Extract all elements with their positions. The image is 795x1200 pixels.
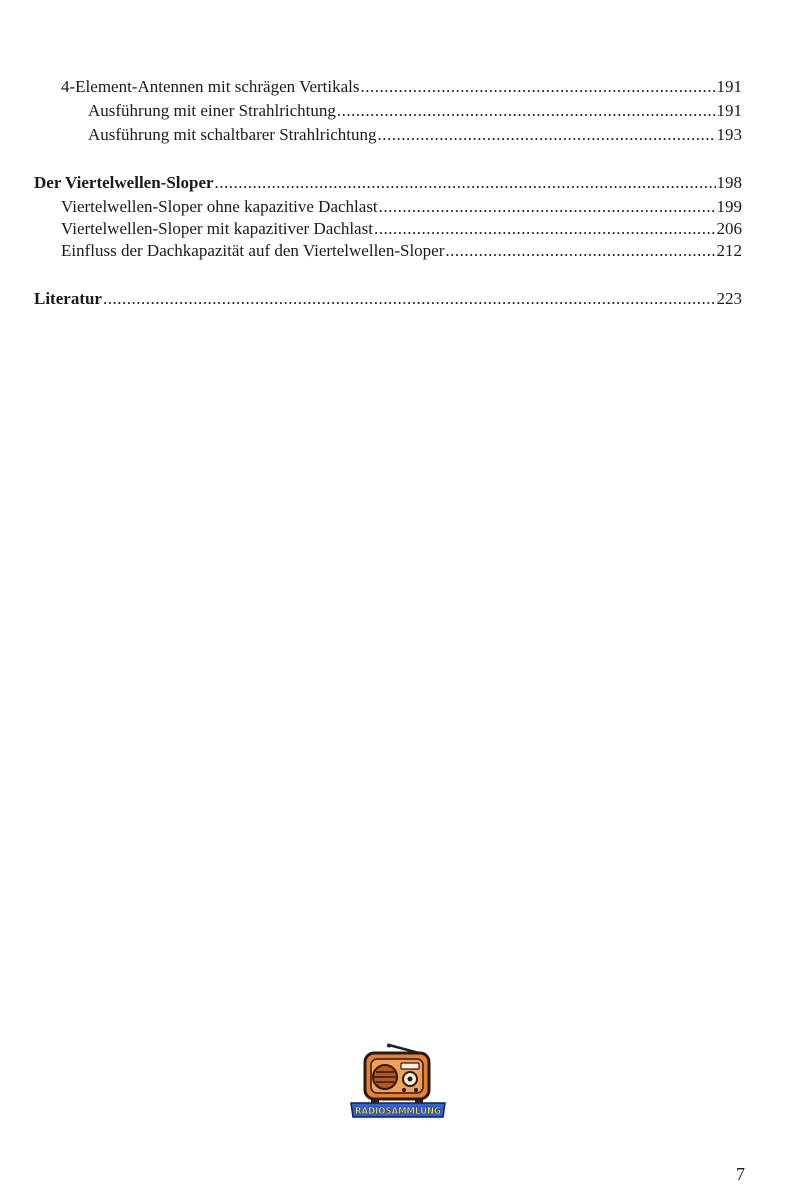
toc-section-entry[interactable] [34,288,742,310]
toc-entry-page: 212 [716,241,742,260]
toc-leader-dots [379,196,716,218]
radiosammlung-logo [349,1043,447,1119]
toc-entry[interactable] [88,100,742,122]
toc-entry[interactable] [61,196,742,218]
toc-entry-title: Literatur [34,289,102,308]
toc-entry-page: 223 [716,289,742,308]
toc-entry-page: 206 [716,219,742,238]
toc-entry-page: 191 [716,101,742,120]
toc-entry[interactable] [88,124,742,146]
toc-entry-title: Einfluss der Dachkapazität auf den Viertelwellen-Sloper [61,241,445,260]
radio-icon [349,1043,447,1119]
toc-entry-page: 191 [716,77,742,96]
toc-section-entry[interactable] [34,172,742,194]
logo-text: RADIOSAMMLUNG [355,1106,441,1117]
toc-leader-dots [377,124,715,146]
toc-entry[interactable] [61,76,742,98]
toc-leader-dots [215,172,716,194]
toc-entry-title: 4-Element-Antennen mit schrägen Vertikals [61,77,360,96]
toc-entry[interactable] [61,218,742,240]
toc-entry[interactable] [61,240,742,262]
toc-leader-dots [103,288,716,310]
page-number: 7 [736,1164,745,1184]
toc-leader-dots [374,218,716,240]
toc-leader-dots [361,76,716,98]
toc-entry-page: 199 [716,197,742,216]
toc-entry-title: Viertelwellen-Sloper mit kapazitiver Dachlast [61,219,373,238]
toc-entry-page: 193 [716,125,742,144]
toc-leader-dots [337,100,716,122]
toc-entry-page: 198 [716,173,742,192]
toc-entry-title: Der Viertelwellen-Sloper [34,173,214,192]
toc-entry-title: Ausführung mit schaltbarer Strahlrichtung [88,125,377,144]
toc-entry-title: Ausführung mit einer Strahlrichtung [88,101,336,120]
toc-entry-title: Viertelwellen-Sloper ohne kapazitive Dachlast [61,197,378,216]
toc-leader-dots [445,240,715,262]
